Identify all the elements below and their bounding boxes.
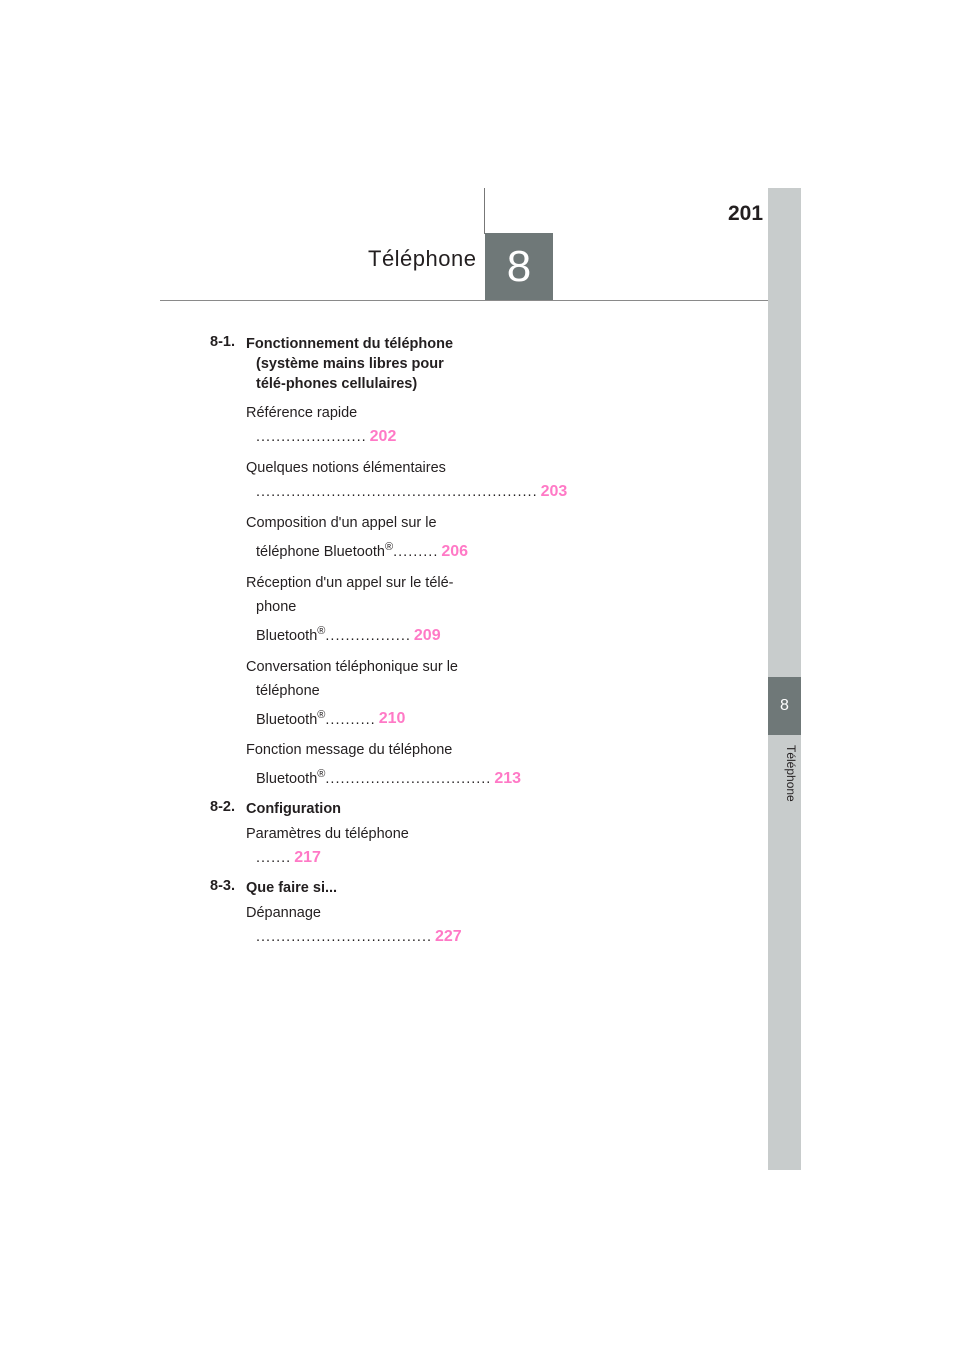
toc-section-8-2 (210, 799, 472, 870)
entry-title: Paramètres du téléphone (246, 826, 409, 843)
entry-title: Conversation téléphonique sur le téléphone Bluetooth (246, 658, 458, 728)
leader-dots: ....... (256, 850, 292, 867)
toc-entry-parametres[interactable] (246, 822, 472, 870)
page-link[interactable]: 202 (369, 428, 397, 445)
page-link[interactable]: 209 (413, 626, 441, 644)
leader-dots: ........................................................ (256, 484, 538, 500)
entry-title: Dépannage (246, 905, 321, 922)
header-divider-vertical (484, 188, 485, 234)
section-number: 8-3. (210, 878, 235, 895)
page-link[interactable]: 210 (378, 710, 406, 728)
side-tab-label: Téléphone (784, 745, 798, 802)
toc-entry-conversation[interactable] (246, 655, 472, 732)
leader-dots: ................. (325, 627, 411, 644)
entry-title: Fonction message du téléphone Bluetooth (246, 742, 453, 788)
chapter-number-box: 8 (485, 233, 553, 301)
toc-entry-reception-appel[interactable] (246, 571, 472, 648)
entry-title: Référence rapide (246, 405, 358, 421)
page-link[interactable]: 217 (294, 849, 321, 867)
page-link[interactable]: 206 (441, 542, 469, 560)
leader-dots: ...................... (256, 429, 367, 445)
registered-mark: ® (385, 541, 394, 553)
registered-mark: ® (317, 624, 326, 637)
toc-entry-composition-appel[interactable] (246, 511, 472, 564)
registered-mark: ® (317, 708, 326, 721)
registered-mark: ® (317, 768, 326, 781)
section-title: Configuration (246, 801, 342, 818)
toc-entry-depannage[interactable] (246, 901, 472, 949)
leader-dots: ................................. (325, 771, 492, 788)
leader-dots: ......... (393, 543, 439, 560)
page-link[interactable]: 227 (435, 928, 462, 946)
section-title: Fonctionnement du téléphone (système mains libres pour télé-phones cellulaires) (246, 336, 454, 392)
page-link[interactable]: 203 (540, 483, 568, 500)
leader-dots: ................................... (256, 929, 432, 946)
toc-section-8-1 (210, 334, 568, 791)
section-title: Que faire si... (246, 880, 338, 897)
side-tab-chapter-number: 8 (768, 677, 801, 735)
section-number: 8-1. (210, 334, 235, 350)
toc-section-8-3 (210, 878, 472, 949)
page-number: 201 (728, 202, 764, 225)
header-divider (160, 300, 768, 301)
entry-title: Quelques notions élémentaires (246, 460, 446, 476)
entry-title: Composition d'un appel sur le téléphone Bluetooth (246, 515, 437, 560)
toc-entry-fonction-message[interactable] (246, 738, 522, 791)
entry-title: Réception d'un appel sur le télé-phone Bluetooth (246, 574, 454, 644)
chapter-title: Téléphone (368, 246, 477, 271)
section-number: 8-2. (210, 799, 235, 816)
toc-entry-notions-elementaires[interactable] (246, 456, 568, 504)
toc-entry-reference-rapide[interactable] (246, 401, 472, 449)
page-link[interactable]: 213 (494, 770, 522, 788)
leader-dots: .......... (325, 711, 376, 728)
table-of-contents (210, 334, 568, 957)
